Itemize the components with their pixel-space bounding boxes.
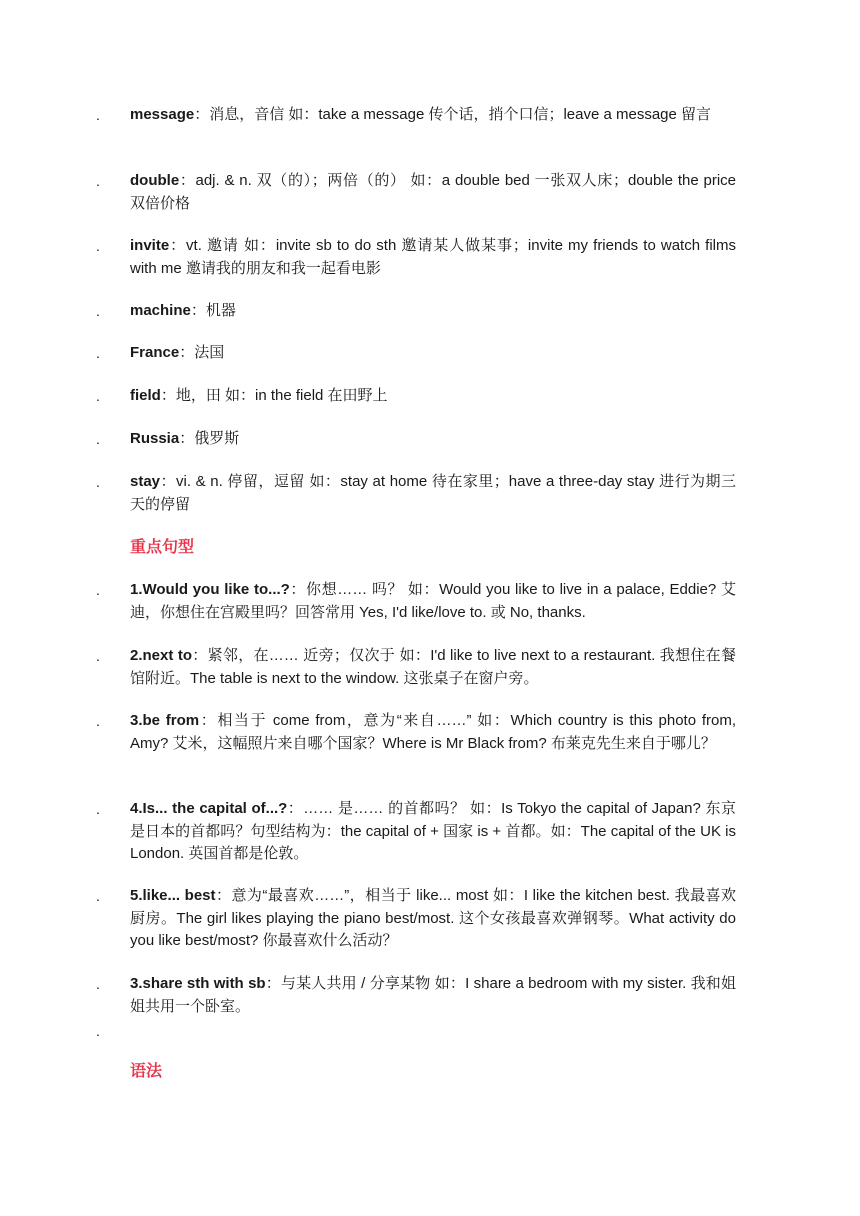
bullet: . bbox=[96, 888, 100, 904]
sentence-pattern: 5.like... best bbox=[130, 887, 216, 904]
sentence-pattern: 1.Would you like to...? bbox=[130, 581, 290, 598]
sentence-explanation: ：紧邻，在…… 近旁；仅次于 如：I'd like to live next to a restaurant. 我想住在餐馆附近。The table is next to the window. 这张桌子在窗户旁。 bbox=[130, 647, 736, 687]
vocab-definition: ：地，田 如：in the field 在田野上 bbox=[160, 387, 388, 404]
sentence-entry bbox=[96, 645, 736, 690]
vocab-definition: ：vt. 邀请 如：invite sb to do sth 邀请某人做某事；invite my friends to watch films with me 邀请我的朋友和我一起看电影 bbox=[130, 237, 736, 277]
bullet: . bbox=[96, 801, 100, 817]
vocab-entry bbox=[96, 170, 736, 215]
section-heading-key-sentences: 重点句型 bbox=[130, 539, 195, 556]
bullet: . bbox=[96, 648, 100, 664]
vocab-entry bbox=[96, 428, 736, 451]
vocab-term: message bbox=[130, 106, 195, 123]
sentence-pattern: 3.be from bbox=[130, 712, 200, 729]
sentence-pattern: 3.share sth with sb bbox=[130, 975, 266, 992]
vocab-term: invite bbox=[130, 237, 170, 254]
bullet: . bbox=[96, 1023, 100, 1039]
sentence-explanation: ：相当于 come from，意为“来自……” 如：Which country is this photo from, Amy? 艾米，这幅照片来自哪个国家？Where is Mr Black from? 布莱克先生来自于哪儿？ bbox=[130, 712, 737, 752]
vocab-definition: ：adj. & n. 双（的）；两倍（的） 如：a double bed 一张双人床；double the price 双倍价格 bbox=[130, 172, 736, 212]
vocab-term: double bbox=[130, 172, 180, 189]
bullet: . bbox=[96, 582, 100, 598]
vocab-term: machine bbox=[130, 302, 191, 319]
vocab-definition: ：机器 bbox=[190, 302, 236, 319]
vocab-entry bbox=[96, 342, 736, 365]
bullet: . bbox=[96, 107, 100, 123]
vocab-entry bbox=[96, 300, 736, 323]
vocab-term: Russia bbox=[130, 430, 180, 447]
vocab-definition: ：消息，音信 如：take a message 传个话，捎个口信；leave a message 留言 bbox=[194, 106, 712, 123]
vocab-term: stay bbox=[130, 473, 161, 490]
bullet: . bbox=[96, 388, 100, 404]
vocab-entry bbox=[96, 471, 736, 516]
bullet: . bbox=[96, 345, 100, 361]
vocab-entry bbox=[96, 385, 736, 408]
section-heading-grammar: 语法 bbox=[130, 1063, 163, 1080]
vocab-entry bbox=[96, 104, 736, 127]
sentence-entry bbox=[96, 885, 736, 953]
sentence-explanation: ：与某人共用 / 分享某物 如：I share a bedroom with my sister. 我和姐姐共用一个卧室。 bbox=[130, 975, 736, 1015]
sentence-explanation: ：…… 是…… 的首都吗？ 如：Is Tokyo the capital of Japan? 东京是日本的首都吗？句型结构为：the capital of + 国家 is + 首都。如：The capital of the UK is London. 英国首都是伦敦。 bbox=[130, 800, 736, 862]
vocab-definition: ：vi. & n. 停留，逗留 如：stay at home 待在家里；have a three-day stay 进行为期三天的停留 bbox=[130, 473, 736, 513]
vocab-entry bbox=[96, 235, 736, 280]
sentence-pattern: 4.Is... the capital of...? bbox=[130, 800, 288, 817]
bullet: . bbox=[96, 238, 100, 254]
bullet: . bbox=[96, 431, 100, 447]
bullet: . bbox=[96, 976, 100, 992]
vocab-term: field bbox=[130, 387, 161, 404]
sentence-entry bbox=[96, 710, 736, 755]
bullet: . bbox=[96, 303, 100, 319]
sentence-entry bbox=[96, 973, 736, 1018]
sentence-explanation: ：意为“最喜欢……”，相当于 like... most 如：I like the kitchen best. 我最喜欢厨房。The girl likes playing the piano best/most. 这个女孩最喜欢弹钢琴。What activity do you like best/most? 你最喜欢什么活动？ bbox=[130, 887, 737, 949]
bullet: . bbox=[96, 713, 100, 729]
vocab-term: France bbox=[130, 344, 180, 361]
sentence-entry bbox=[96, 798, 736, 866]
bullet: . bbox=[96, 173, 100, 189]
sentence-explanation: ：你想…… 吗？ 如：Would you like to live in a palace, Eddie? 艾迪，你想住在宫殿里吗？回答常用 Yes, I'd like/love to. 或 No, thanks. bbox=[130, 581, 736, 621]
bullet: . bbox=[96, 474, 100, 490]
sentence-entry bbox=[96, 579, 736, 624]
vocab-definition: ：俄罗斯 bbox=[179, 430, 240, 447]
vocab-definition: ：法国 bbox=[179, 344, 225, 361]
sentence-pattern: 2.next to bbox=[130, 647, 192, 664]
